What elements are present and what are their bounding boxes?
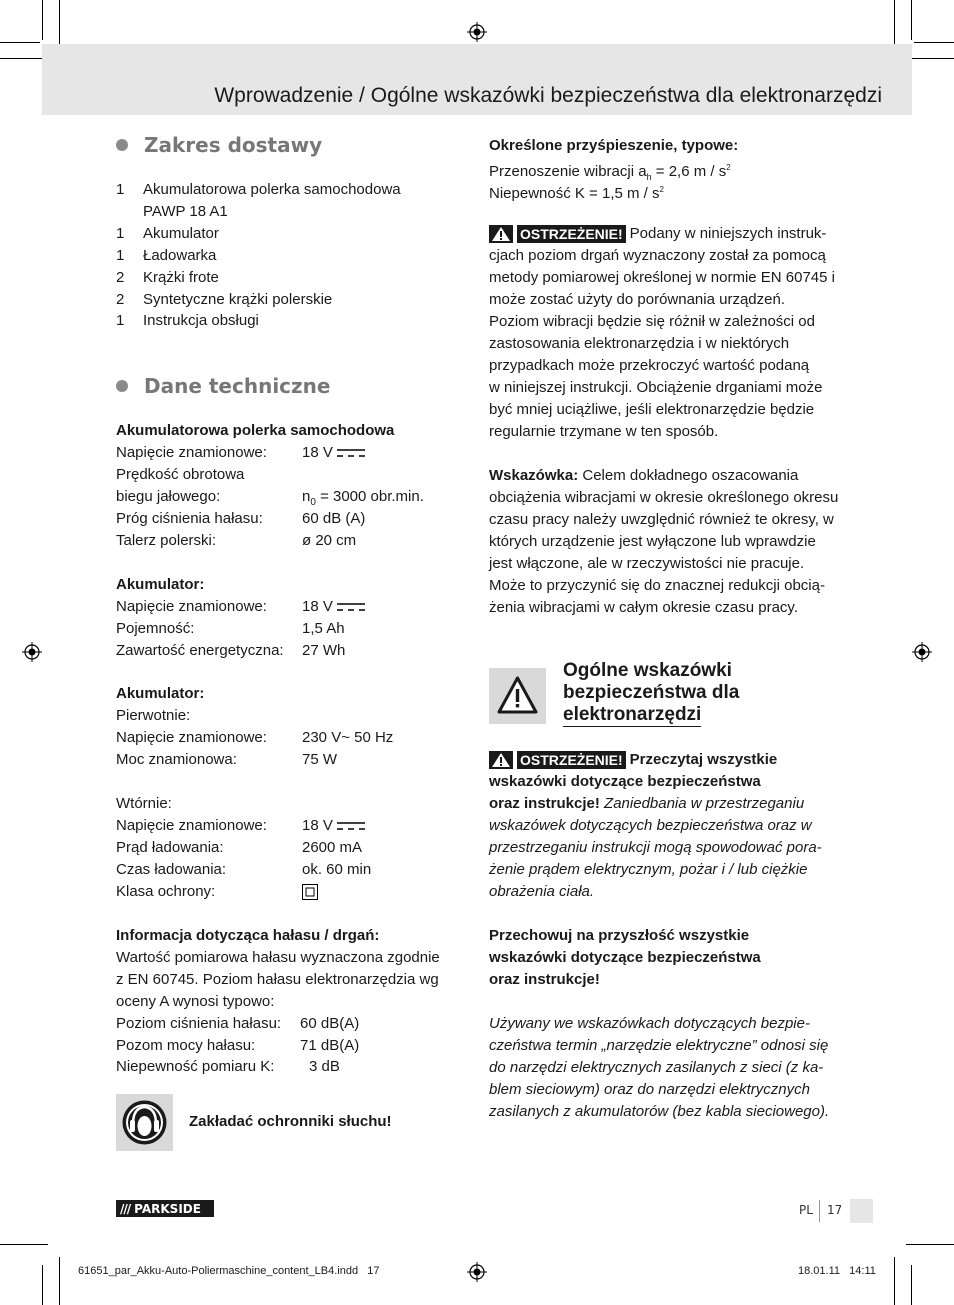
battery-title: Akumulator: [116,576,205,593]
spec-row: Napięcie znamionowe: 18 V [116,442,466,464]
note-label: Wskazówka: [489,467,579,484]
warning-line: przypadkach może przekroczyć wartość podaną [489,357,810,374]
note-line: Może to przyczynić się do znacznej redukcji obcią- [489,577,825,594]
noise-text: z EN 60745. Poziom hałasu elektronarzędzia wg [116,971,439,988]
noise-text: oceny A wynosi typowo: [116,993,275,1010]
crop-mark [42,0,43,40]
warning-line: obrażenia ciała. [489,883,595,900]
noise-text: Wartość pomiarowa hałasu wyznaczona zgodnie [116,949,440,966]
crop-mark [0,1244,48,1245]
registration-mark-icon [22,642,42,662]
warning-line: może zostać użyty do porównania urządzeń. [489,291,785,308]
warning-line: regularnie trzymane w ten sposób. [489,423,719,440]
crop-mark [911,0,912,40]
scope-heading: Zakres dostawy [144,133,323,157]
warning-line: cjach poziom drgań wyznaczony został za pomocą [489,247,826,264]
spec-row: Pozom mocy hałasu: 71 dB(A) [116,1037,360,1054]
spec-row: biegu jałowego: $n_0 = 3000$ obr.min. [116,488,424,508]
spec-row: Prędkość obrotowa [116,466,245,483]
spec-row: Próg ciśnienia hałasu: 60 dB (A) [116,510,366,527]
spec-row: Prąd ładowania: 2600 mA [116,839,363,856]
term-definition: Używany we wskazówkach dotyczących bezpie- czeństwa termin „narzędzie elektryczne” odnosi się do narzędzi elektrycznych zasilanych z sieci (z ka- blem sieciowym) oraz do narzędzi elektrycznych zasilanych z akumulatorów (bez kabla sieciowego). [489,1015,830,1120]
crop-mark [911,1265,912,1305]
warning-line: w niniejszej instrukcji. Obciążenie drganiami może [489,379,823,396]
spec-row: Moc znamionowa: 75 W [116,751,338,768]
warning-line: zastosowania elektronarzędzia i w niektórych [489,335,790,352]
spec-row: Niepewność pomiaru K: 3 dB [116,1058,340,1075]
page-title: Wprowadzenie / Ogólne wskazówki bezpieczeństwa dla elektronarzędzi [214,84,882,107]
warning-line: żenie prądem elektrycznym, pożar i / lub ciężkie [489,861,808,878]
crop-mark [906,58,954,59]
ear-protection-text: Zakładać ochronniki słuchu! [189,1113,392,1130]
safety-heading: Ogólne wskazówki bezpieczeństwa dla elektronarzędzi [563,660,740,725]
spec-row: Czas ładowania: ok. 60 min [116,861,372,878]
language-code: PL [799,1203,813,1217]
spec-row: Zawartość energetyczna: 27 Wh [116,642,346,659]
dc-symbol-icon [337,821,365,831]
brand-stripes-icon: /// [120,1201,131,1216]
note-line: których urządzenie jest wyłączone lub wprawdzie [489,533,816,550]
crop-mark [42,1265,43,1305]
crop-mark [59,1257,60,1305]
crop-mark [914,42,954,43]
warning-triangle-icon [489,668,546,724]
warning-line: przestrzeganiu instrukcji mogą spowodować pora- [489,839,822,856]
spec-row: Poziom ciśnienia hałasu: 60 dB(A) [116,1015,360,1032]
spec-subheading: Wtórnie: [116,795,172,812]
warning-paragraph: OSTRZEŻENIE! Podany w niniejszych instruk- cjach poziom drgań wyznaczony został za pomocą metody pomiarowej określonej w normie EN 60745 i może zostać użyty do porównania urządzeń. Poziom wibracji będzie się różnił w zależności od zastosowania elektronarzędzia i w niektórych przypadkach może przekroczyć wartość podaną w niniejszej instrukcji. Obciążenie drganiami może być mniej uciążliwe, jeśli elektronarzędzie będzie regularnie trzymane w ten sposób. [489,223,849,443]
crop-mark [59,0,60,48]
spec-subheading: Pierwotnie: [116,707,191,724]
vibration-title: Określone przyśpieszenie, typowe: [489,137,739,154]
registration-mark-icon [467,22,487,42]
slug-date: 18.01.11 14:11 [798,1265,876,1277]
crop-mark [0,42,40,43]
warning-badge: OSTRZEŻENIE! [489,751,630,769]
dc-symbol-icon [337,448,365,458]
spec-row: Klasa ochrony: [116,881,466,903]
section-heading-scope [116,133,322,157]
warning-badge: OSTRZEŻENIE! [489,225,630,243]
registration-mark-icon [467,1262,487,1282]
warning-line: Poziom wibracji będzie się różnił w zależności od [489,313,815,330]
bullet-icon [116,139,128,151]
warning-triangle-icon [489,751,513,769]
warning-triangle-icon [489,225,513,243]
section-heading-tech [116,374,330,398]
spec-row: Pojemność: 1,5 Ah [116,620,345,637]
charger-title: Akumulator: [116,685,205,702]
polisher-title: Akumulatorowa polerka samochodowa [116,422,395,439]
crop-mark [0,58,48,59]
protection-class-ii-icon [302,884,318,900]
warning-line: wskazówek dotyczących bezpieczeństwa oraz w [489,817,812,834]
warning-paragraph: OSTRZEŻENIE! Przeczytaj wszystkie wskazówki dotyczące bezpieczeństwa oraz instrukcje! Zaniedbania w przestrzeganiu wskazówek dotyczących bezpieczeństwa oraz w przestrzeganiu instrukcji mogą spowodować pora- żenie prądem elektrycznym, pożar i / lub ciężkie obrażenia ciała. [489,749,849,903]
spec-row: Napięcie znamionowe: 18 V [116,815,466,837]
footer-divider [819,1200,820,1222]
brand-logo: /// PARKSIDE [116,1200,214,1217]
vibration-line: Niepewność K = 1,5 m / $s^2$ [489,185,664,202]
spec-row: Talerz polerski: ø 20 cm [116,532,357,549]
crop-mark [906,1244,954,1245]
note-paragraph: Wskazówka: Celem dokładnego oszacowania obciążenia wibracjami w okresie określonego okresu czasu pracy należy uwzględnić również te okresy, w których urządzenie jest wyłączone lub wprawdzie jest włączone, ale w rzeczywistości nie pracuje. Może to przyczynić się do znacznej redukcji obcią- żenia wibracjami w całym okresie czasu pracy. [489,465,849,619]
ear-protection-icon [116,1094,173,1151]
note-line: czasu pracy należy uwzględnić również te okresy, w [489,511,834,528]
note-line: obciążenia wibracjami w okresie określonego okresu [489,489,839,506]
crop-mark [894,0,895,48]
slug-filename: 61651_par_Akku-Auto-Poliermaschine_content_LB4.indd 17 [78,1265,380,1277]
keep-instructions: Przechowuj na przyszłość wszystkie wskazówki dotyczące bezpieczeństwa oraz instrukcje! [489,927,761,988]
page-number: 17 [827,1203,843,1217]
warning-line: metody pomiarowej określonej w normie EN 60745 i [489,269,835,286]
note-line: żenia wibracjami w całym okresie czasu pracy. [489,599,798,616]
vibration-line: Przenoszenie wibracji $a_h = 2,6$ m / $s^2$ [489,163,731,182]
crop-mark [894,1257,895,1305]
bullet-icon [116,380,128,392]
noise-title: Informacja dotycząca hałasu / drgań: [116,927,380,944]
tech-heading: Dane techniczne [144,374,331,398]
warning-line: wskazówki dotyczące bezpieczeństwa [489,773,761,790]
dc-symbol-icon [337,602,365,612]
spec-row: Napięcie znamionowe: 230 V~ 50 Hz [116,729,394,746]
note-line: jest włączone, ale w rzeczywistości nie pracuje. [489,555,805,572]
registration-mark-icon [912,642,932,662]
page-number-box [850,1199,873,1223]
spec-row: Napięcie znamionowe: 18 V [116,596,466,618]
warning-line: być mniej uciążliwe, jeśli elektronarzędzie będzie [489,401,815,418]
